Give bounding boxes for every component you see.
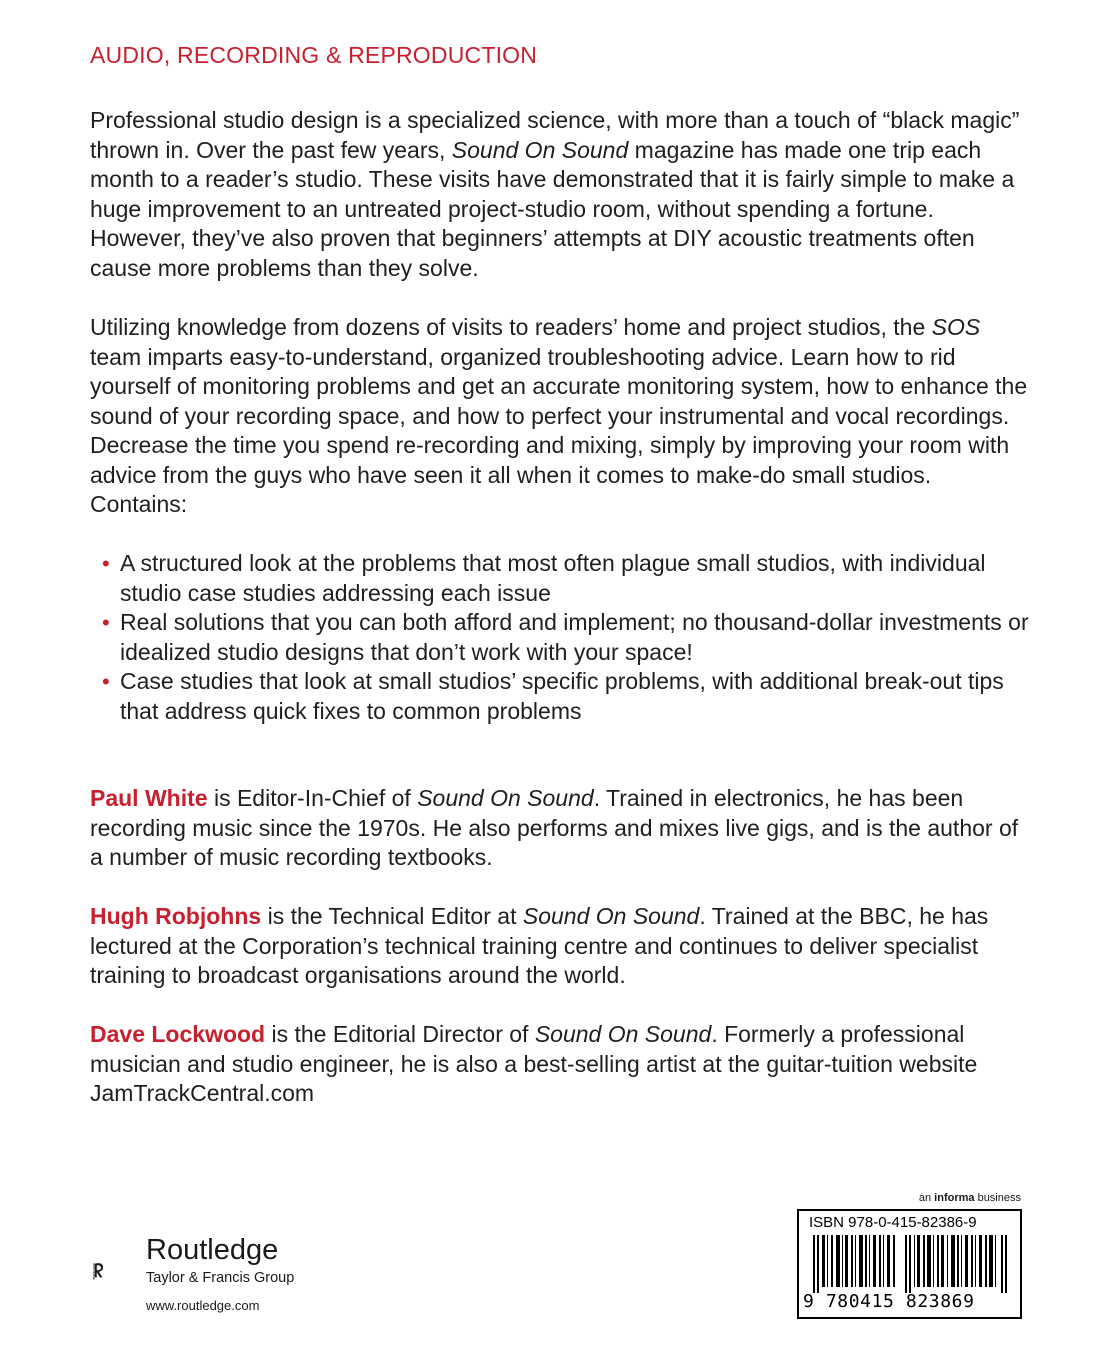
magazine-title: Sound On Sound — [451, 136, 629, 163]
intro-paragraph — [90, 106, 1030, 283]
routledge-logo-icon — [90, 1228, 150, 1318]
barcode-bars-icon — [807, 1235, 1012, 1293]
author-name: Dave Lockwood — [90, 1021, 266, 1047]
author-bio-text: . Trained at the BBC, he has lectured at the Corporation’s technical training centre and continues to deliver specialist training to broadcast organisations around the world. — [90, 903, 989, 988]
author-name: Paul White — [90, 785, 208, 811]
publisher-url: www.routledge.com — [146, 1298, 260, 1313]
magazine-title: Sound On Sound — [534, 1021, 712, 1047]
informa-prefix: an — [918, 1192, 935, 1204]
author-bio-paul-white — [90, 784, 1030, 873]
informa-brand: informa — [934, 1192, 975, 1204]
publisher-group: Taylor & Francis Group — [146, 1270, 295, 1286]
author-bio-text: . Trained in electronics, he has been recording music since the 1970s. He also performs and mixes live gigs, and is the author of a number of music recording textbooks. — [90, 785, 1019, 870]
list-item — [90, 608, 1030, 667]
author-bio-text: is the Editorial Director of — [265, 1021, 535, 1047]
bullet-icon: • — [102, 610, 110, 635]
bullet-icon: • — [102, 551, 110, 576]
description-paragraph — [90, 313, 1030, 520]
magazine-title: Sound On Sound — [417, 785, 594, 811]
list-item — [90, 667, 1030, 726]
list-item-text: Case studies that look at small studios’ specific problems, with additional break-out tips that address quick fixes to common problems — [120, 668, 1004, 724]
intro-text-1: Professional studio design is a specialized science, with more than a touch of “black magic” thrown in. Over the past few years, — [90, 107, 1020, 163]
informa-suffix: business — [974, 1192, 1021, 1204]
list-item-text: Real solutions that you can both afford and implement; no thousand-dollar investments or idealized studio designs that don’t work with your space! — [120, 609, 1029, 665]
description-text-1: Utilizing knowledge from dozens of visits to readers’ home and project studios, the — [90, 314, 932, 340]
informa-tagline — [919, 1192, 1021, 1204]
author-bio-text: is the Technical Editor at — [261, 903, 523, 929]
list-item-text: A structured look at the problems that most often plague small studios, with individual studio case studies addressing each issue — [120, 550, 986, 606]
list-item — [90, 549, 1030, 608]
team-name: SOS — [931, 314, 981, 340]
intro-text-2: magazine has made one trip each month to a reader’s studio. These visits have demonstrated that it is fairly simple to make a huge improvement to an untreated project-studio room, without spending a fortune. However, they’ve also proven that beginners’ attempts at DIY acoustic treatments often cause more problems than they solve. — [90, 136, 1015, 281]
description-text-2: team imparts easy-to-understand, organized troubleshooting advice. Learn how to rid yourself of monitoring problems and get an accurate monitoring system, how to enhance the sound of your recording space, and how to perfect your instrumental and vocal recordings. Decrease the time you spend re-recording and mixing, simply by improving your room with advice from the guys who have seen it all when it comes to make-do small studios. Contains: — [90, 343, 1028, 517]
isbn-label: ISBN 978-0-415-82386-9 — [809, 1214, 977, 1231]
bullet-icon: • — [102, 669, 110, 694]
barcode-digits: 9 780415 823869 — [803, 1291, 975, 1312]
logo-vertical-text: ROUTLEDGE — [92, 1263, 96, 1280]
magazine-title: Sound On Sound — [522, 903, 700, 929]
author-name: Hugh Robjohns — [90, 903, 262, 929]
contents-list — [90, 549, 1030, 726]
author-bio-hugh-robjohns — [90, 902, 1030, 991]
author-bio-text: . Formerly a professional musician and studio engineer, he is also a best-selling artist at the guitar-tuition website JamTrackCentral.com — [90, 1021, 978, 1106]
publisher-name: Routledge — [146, 1234, 279, 1266]
author-bio-text: is Editor-In-Chief of — [207, 785, 418, 811]
barcode — [797, 1209, 1022, 1319]
author-bio-dave-lockwood — [90, 1020, 1030, 1109]
category-label: AUDIO, RECORDING & REPRODUCTION — [90, 42, 538, 68]
